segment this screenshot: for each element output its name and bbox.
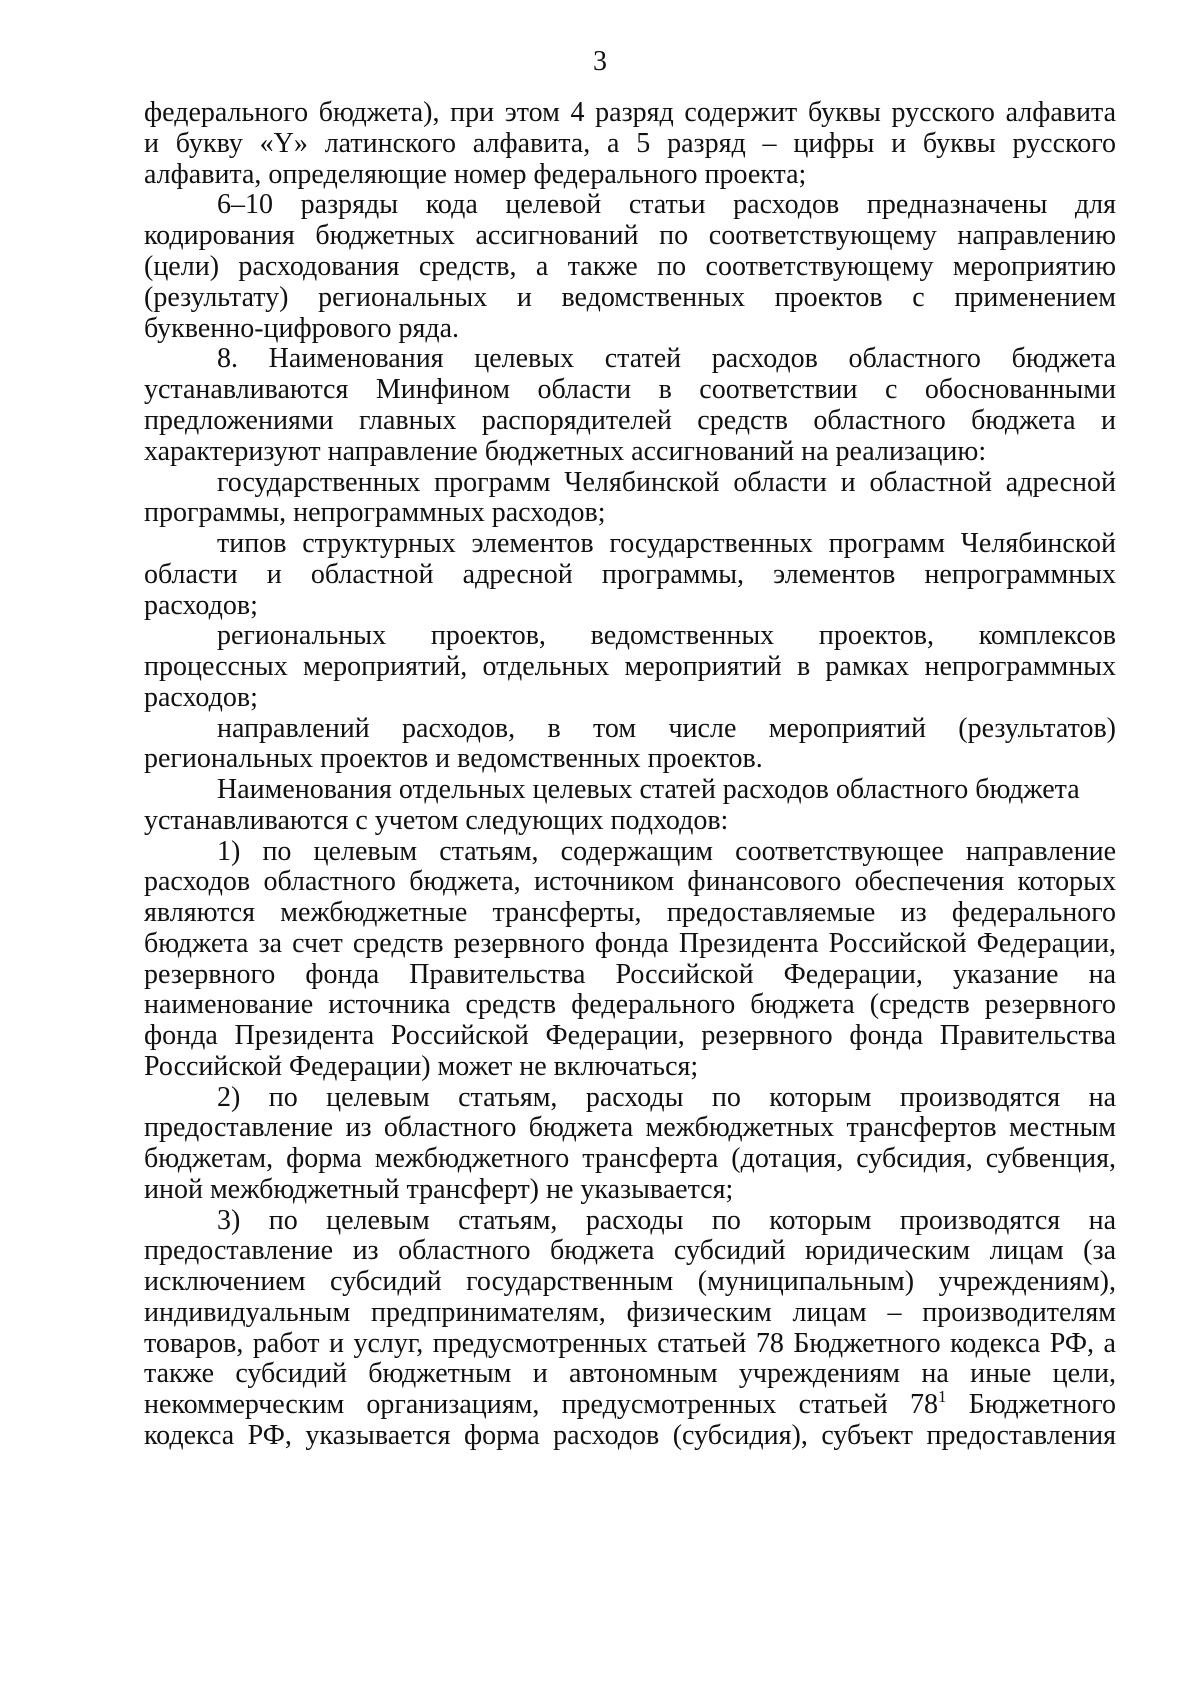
text-line: государственных программ Челябинской области и областной адресной bbox=[217, 467, 1116, 498]
text-line: региональных проектов и ведомственных проектов. bbox=[144, 743, 763, 774]
text-line: (цели) расходования средств, а также по соответствующему мероприятию bbox=[144, 251, 1116, 282]
text-line: также субсидий бюджетным и автономным учреждениям на иные цели, bbox=[144, 1358, 1116, 1389]
text-line: бюджетам, форма межбюджетного трансферта (дотация, субсидия, субвенция, bbox=[144, 1143, 1116, 1174]
text-line: 2) по целевым статьям, расходы по которым производятся на bbox=[217, 1082, 1116, 1113]
text-line: процессных мероприятий, отдельных мероприятий в рамках непрограммных bbox=[144, 651, 1116, 682]
text-line: товаров, работ и услуг, предусмотренных статьей 78 Бюджетного кодекса РФ, а bbox=[144, 1328, 1116, 1359]
text-line: федерального бюджета), при этом 4 разряд содержит буквы русского алфавита bbox=[144, 97, 1116, 128]
text-line: предоставление из областного бюджета субсидий юридическим лицам (за bbox=[144, 1235, 1116, 1266]
text-line: типов структурных элементов государственных программ Челябинской bbox=[217, 528, 1116, 559]
text-line: резервного фонда Правительства Российской Федерации, указание на bbox=[144, 959, 1116, 990]
text-line: являются межбюджетные трансферты, предоставляемые из федерального bbox=[144, 897, 1116, 928]
text-line: 6–10 разряды кода целевой статьи расходов предназначены для bbox=[217, 189, 1116, 220]
text-line: расходов областного бюджета, источником финансового обеспечения которых bbox=[144, 866, 1116, 897]
superscript: 1 bbox=[938, 1387, 947, 1406]
text-line: устанавливаются Минфином области в соответствии с обоснованными bbox=[144, 374, 1116, 405]
text-line: исключением субсидий государственным (муниципальным) учреждениям), bbox=[144, 1266, 1116, 1297]
text-line: устанавливаются с учетом следующих подходов: bbox=[144, 805, 729, 836]
text-line: (результату) региональных и ведомственных проектов с применением bbox=[144, 282, 1116, 313]
text-line: Российской Федерации) может не включаться; bbox=[144, 1051, 699, 1082]
text-line: программы, непрограммных расходов; bbox=[144, 497, 606, 528]
text-segment: некоммерческим организациям, предусмотренных статьей 78 bbox=[144, 1389, 939, 1420]
text-segment: Бюджетного bbox=[968, 1389, 1116, 1420]
text-line: алфавита, определяющие номер федерального проекта; bbox=[144, 159, 807, 190]
text-line: расходов; bbox=[144, 682, 258, 713]
text-line: кодирования бюджетных ассигнований по соответствующему направлению bbox=[144, 220, 1116, 251]
text-line: кодекса РФ, указывается форма расходов (субсидия), субъект предоставления bbox=[144, 1420, 1116, 1451]
text-line: 3) по целевым статьям, расходы по которым производятся на bbox=[217, 1205, 1116, 1236]
text-line: характеризуют направление бюджетных ассигнований на реализацию: bbox=[144, 436, 987, 467]
text-line-with-superscript bbox=[144, 1388, 1116, 1422]
text-line: Наименования отдельных целевых статей расходов областного бюджета bbox=[217, 774, 1080, 805]
text-line: фонда Президента Российской Федерации, резервного фонда Правительства bbox=[144, 1020, 1116, 1051]
text-line: направлений расходов, в том числе мероприятий (результатов) bbox=[217, 713, 1116, 744]
text-line: и букву «Y» латинского алфавита, а 5 разряд – цифры и буквы русского bbox=[144, 128, 1116, 159]
text-line: региональных проектов, ведомственных проектов, комплексов bbox=[217, 620, 1116, 651]
text-line: индивидуальным предпринимателям, физическим лицам – производителям bbox=[144, 1297, 1116, 1328]
text-line: области и областной адресной программы, элементов непрограммных bbox=[144, 559, 1116, 590]
text-line: 1) по целевым статьям, содержащим соответствующее направление bbox=[217, 836, 1116, 867]
text-line: наименование источника средств федерального бюджета (средств резервного bbox=[144, 989, 1116, 1020]
text-line: расходов; bbox=[144, 590, 258, 621]
text-line: буквенно-цифрового ряда. bbox=[144, 313, 460, 344]
text-line: бюджета за счет средств резервного фонда Президента Российской Федерации, bbox=[144, 928, 1116, 959]
text-line: иной межбюджетный трансферт) не указывается; bbox=[144, 1174, 734, 1205]
text-line: предложениями главных распорядителей средств областного бюджета и bbox=[144, 405, 1116, 436]
text-line: 8. Наименования целевых статей расходов областного бюджета bbox=[217, 343, 1116, 374]
page-number: 3 bbox=[593, 46, 607, 77]
text-line: предоставление из областного бюджета межбюджетных трансфертов местным bbox=[144, 1112, 1116, 1143]
